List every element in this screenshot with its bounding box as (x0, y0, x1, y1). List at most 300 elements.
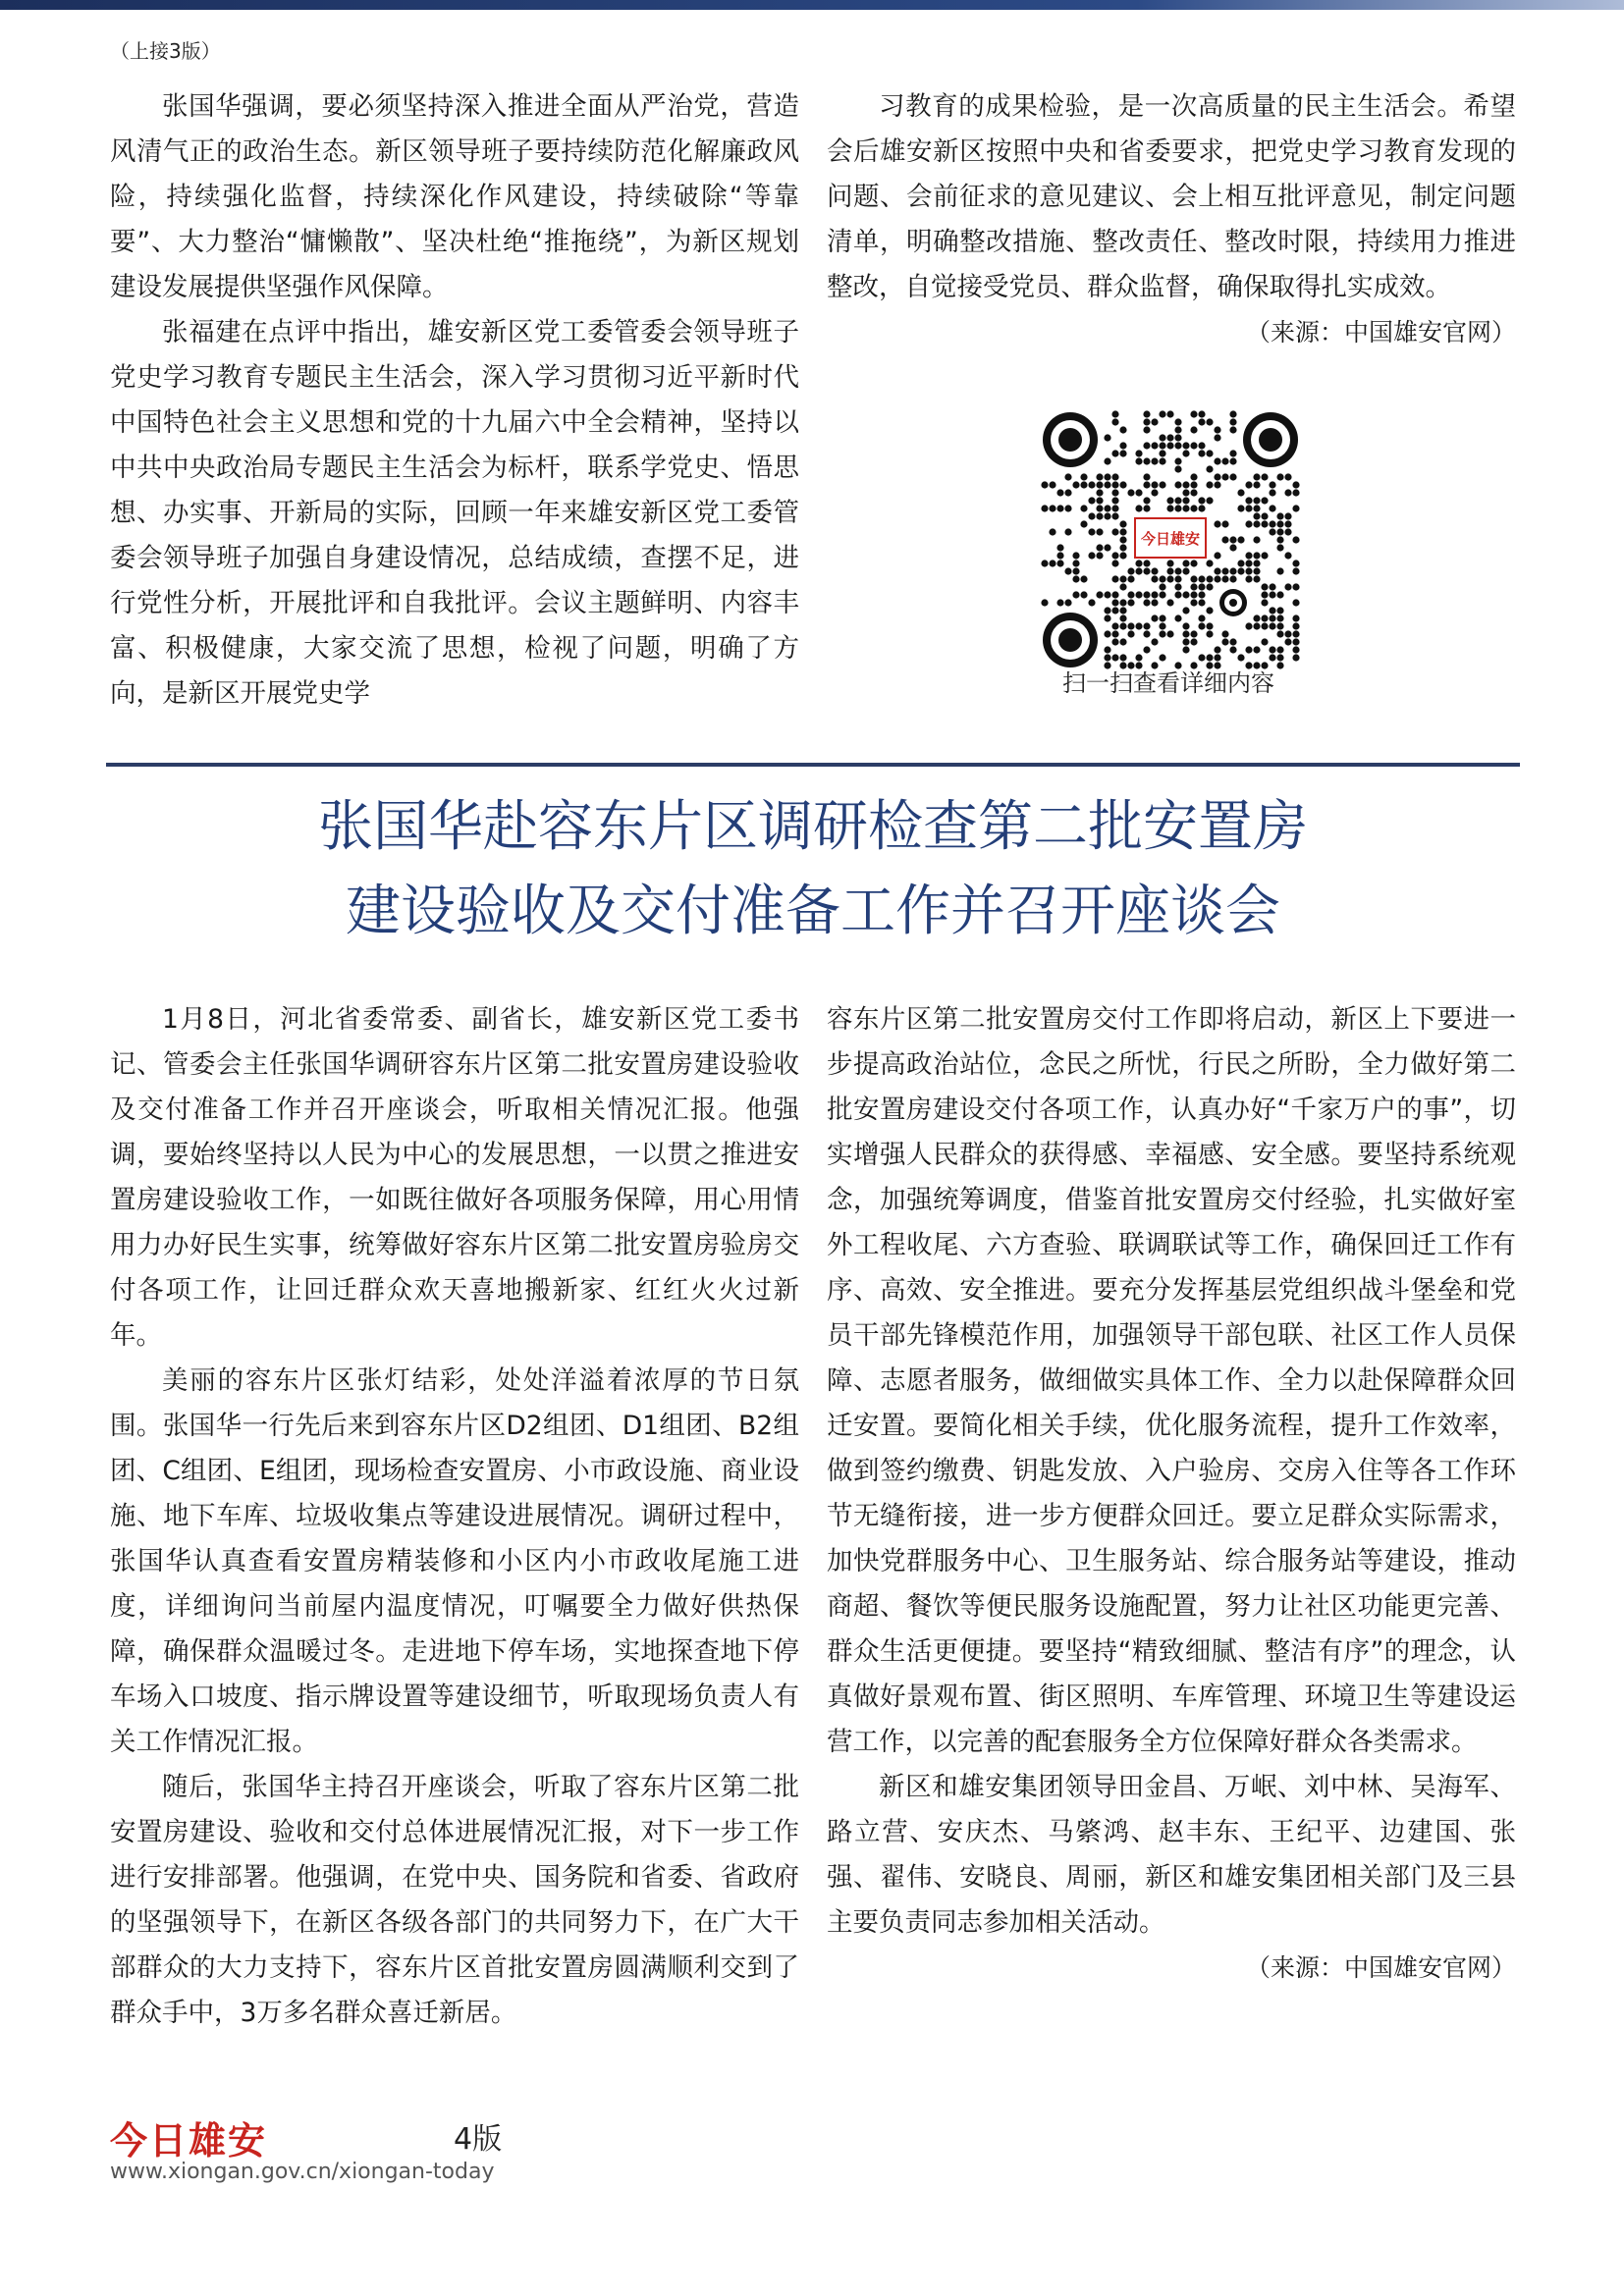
qr-dot (1261, 591, 1268, 598)
qr-dot (1190, 426, 1197, 433)
qr-dot (1284, 520, 1291, 527)
qr-dot (1135, 654, 1142, 661)
qr-dot (1229, 426, 1236, 433)
qr-dot (1111, 512, 1118, 519)
qr-dot (1174, 575, 1181, 582)
qr-dot (1190, 591, 1197, 598)
qr-dot (1182, 489, 1189, 496)
qr-dot (1166, 442, 1173, 449)
qr-dot (1269, 607, 1275, 614)
qr-dot (1253, 505, 1260, 511)
qr-dot (1182, 630, 1189, 637)
qr-dot (1174, 426, 1181, 433)
qr-dot (1166, 497, 1173, 504)
qr-dot (1064, 567, 1071, 574)
qr-dot (1166, 567, 1173, 574)
qr-dot (1056, 599, 1063, 606)
paragraph (827, 84, 1516, 347)
qr-dot (1269, 622, 1275, 629)
qr-dot (1198, 410, 1205, 417)
qr-dot (1096, 489, 1103, 496)
qr-dot (1245, 575, 1252, 582)
qr-dot (1119, 442, 1126, 449)
qr-dot (1135, 457, 1142, 464)
qr-dot (1088, 481, 1095, 488)
qr-dot (1276, 591, 1283, 598)
qr-dot (1245, 646, 1252, 653)
qr-dot (1104, 630, 1110, 637)
qr-dot (1292, 583, 1299, 590)
qr-dot (1214, 646, 1220, 653)
qr-dot (1088, 497, 1095, 504)
qr-dot (1237, 489, 1244, 496)
paragraph: 张福建在点评中指出，雄安新区党工委管委会领导班子党史学习教育专题民主生活会，深入学习贯彻习近平新时代中国特色社会主义思想和党的十九届六中全会精神，坚持以中共中央政治局专题民主生活会为标杆，联系学党史、悟思想、办实事、开新局的实际，回顾一年来雄安新区党工委管委会领导班子加强自身建设情况，总结成绩，查摆不足，进行党性分析，开展批评和自我批评。会议主题鲜明、内容丰富、积极健康，大家交流了思想，检视了问题，明确了方向，是新区开展党史学 (110, 317, 799, 709)
qr-dot (1190, 489, 1197, 496)
qr-caption: 扫一扫查看详细内容 (1062, 669, 1274, 697)
qr-finder-bottom-left (1043, 613, 1098, 667)
qr-dot (1221, 473, 1228, 480)
qr-dot (1276, 528, 1283, 535)
qr-code-graphic (1041, 410, 1300, 669)
qr-dot (1119, 614, 1126, 621)
qr-dot (1111, 528, 1118, 535)
qr-dot (1214, 473, 1220, 480)
qr-dot (1127, 622, 1134, 629)
qr-dot (1269, 481, 1275, 488)
qr-dot (1143, 426, 1150, 433)
qr-dot (1276, 654, 1283, 661)
qr-dot (1088, 599, 1095, 606)
qr-dot (1221, 575, 1228, 582)
qr-dot (1284, 630, 1291, 637)
top-color-bar (0, 0, 1624, 10)
qr-dot (1151, 599, 1158, 606)
qr-dot (1041, 560, 1048, 566)
qr-dot (1143, 560, 1150, 566)
top-left-column (110, 84, 799, 717)
qr-dot (1221, 567, 1228, 574)
qr-dot (1119, 544, 1126, 551)
qr-dot (1182, 646, 1189, 653)
qr-dot (1127, 599, 1134, 606)
qr-dot (1096, 505, 1103, 511)
qr-dot (1159, 654, 1165, 661)
qr-dot (1253, 567, 1260, 574)
qr-dot (1049, 560, 1056, 566)
qr-dot (1111, 481, 1118, 488)
qr-dot (1206, 575, 1213, 582)
qr-dot (1206, 560, 1213, 566)
qr-dot (1206, 654, 1213, 661)
qr-dot (1253, 646, 1260, 653)
qr-dot (1166, 630, 1173, 637)
qr-dot (1245, 520, 1252, 527)
qr-dot (1096, 552, 1103, 559)
qr-dot (1166, 560, 1173, 566)
qr-dot (1245, 505, 1252, 511)
qr-dot (1080, 473, 1087, 480)
qr-dot (1214, 654, 1220, 661)
article-right-column (827, 997, 1516, 1991)
paragraph: 1月8日，河北省委常委、副省长，雄安新区党工委书记、管委会主任张国华调研容东片区第二批安置房建设验收及交付准备工作并召开座谈会，听取相关情况汇报。他强调，要始终坚持以人民为中心的发展思想，一以贯之推进安置房建设验收工作，一如既往做好各项服务保障，用心用情用力办好民生实事，统筹做好容东片区第二批安置房验房交付各项工作，让回迁群众欢天喜地搬新家、红红火火过新年。 (110, 1004, 799, 1351)
qr-dot (1159, 481, 1165, 488)
qr-dot (1190, 410, 1197, 417)
qr-dot (1080, 505, 1087, 511)
qr-dot (1119, 575, 1126, 582)
qr-dot (1253, 622, 1260, 629)
qr-dot (1056, 505, 1063, 511)
qr-dot (1190, 473, 1197, 480)
qr-dot (1174, 505, 1181, 511)
qr-dot (1245, 560, 1252, 566)
qr-dot (1166, 410, 1173, 417)
qr-dot (1143, 646, 1150, 653)
qr-dot (1190, 481, 1197, 488)
qr-dot (1064, 528, 1071, 535)
qr-dot (1111, 638, 1118, 645)
qr-dot (1276, 520, 1283, 527)
qr-dot (1245, 552, 1252, 559)
qr-dot (1104, 457, 1110, 464)
qr-dot (1198, 583, 1205, 590)
qr-dot (1096, 591, 1103, 598)
publication-url[interactable]: www.xiongan.gov.cn/xiongan-today (110, 2160, 495, 2184)
qr-dot (1111, 489, 1118, 496)
qr-dot (1276, 622, 1283, 629)
qr-dot (1104, 654, 1110, 661)
headline-line-1: 张国华赴容东片区调研检查第二批安置房 (318, 795, 1308, 859)
qr-dot (1072, 481, 1079, 488)
qr-dot (1104, 481, 1110, 488)
qr-dot (1206, 583, 1213, 590)
qr-dot (1190, 560, 1197, 566)
paragraph: 张国华强调，要必须坚持深入推进全面从严治党，营造风清气正的政治生态。新区领导班子要持续防范化解廉政风险，持续强化监督，持续深化作风建设，持续破除“等靠要”、大力整治“慵懒散”、坚决杜绝“推拖绕”，为新区规划建设发展提供坚强作风保障。 (110, 91, 799, 302)
qr-dot (1104, 591, 1110, 598)
qr-dot (1049, 481, 1056, 488)
qr-dot (1119, 520, 1126, 527)
qr-dot (1119, 426, 1126, 433)
qr-dot (1206, 622, 1213, 629)
qr-dot (1064, 489, 1071, 496)
qr-dot (1143, 497, 1150, 504)
qr-dot (1190, 638, 1197, 645)
qr-dot (1119, 536, 1126, 543)
qr-dot (1174, 591, 1181, 598)
qr-dot (1143, 630, 1150, 637)
qr-dot (1111, 410, 1118, 417)
qr-dot (1174, 614, 1181, 621)
qr-dot (1111, 575, 1118, 582)
qr-dot (1174, 481, 1181, 488)
qr-dot (1292, 560, 1299, 566)
qr-dot (1119, 654, 1126, 661)
qr-dot (1104, 607, 1110, 614)
qr-dot (1284, 552, 1291, 559)
qr-dot (1269, 520, 1275, 527)
qr-dot (1253, 575, 1260, 582)
qr-dot (1253, 497, 1260, 504)
qr-dot (1151, 481, 1158, 488)
qr-dot (1229, 418, 1236, 425)
qr-dot (1151, 567, 1158, 574)
qr-dot (1182, 591, 1189, 598)
source-note: （来源：中国雄安官网） (1245, 1953, 1516, 1982)
qr-dot (1229, 544, 1236, 551)
qr-dot (1206, 465, 1213, 472)
qr-dot (1229, 450, 1236, 456)
qr-dot (1096, 512, 1103, 519)
qr-dot (1159, 450, 1165, 456)
qr-dot (1143, 457, 1150, 464)
qr-dot (1269, 614, 1275, 621)
qr-dot (1214, 520, 1220, 527)
qr-dot (1119, 583, 1126, 590)
qr-alignment (1219, 589, 1247, 616)
qr-dot (1111, 607, 1118, 614)
qr-dot (1080, 575, 1087, 582)
qr-dot (1111, 505, 1118, 511)
qr-dot (1127, 591, 1134, 598)
article-headline (106, 785, 1520, 954)
qr-dot (1135, 505, 1142, 511)
qr-dot (1159, 457, 1165, 464)
qr-dot (1088, 552, 1095, 559)
qr-dot (1127, 630, 1134, 637)
top-right-column (827, 84, 1516, 355)
qr-dot (1159, 442, 1165, 449)
qr-dot (1245, 567, 1252, 574)
qr-dot (1111, 622, 1118, 629)
qr-dot (1229, 457, 1236, 464)
qr-dot (1229, 410, 1236, 417)
qr-dot (1072, 552, 1079, 559)
qr-dot (1253, 560, 1260, 566)
qr-dot (1143, 410, 1150, 417)
qr-dot (1269, 583, 1275, 590)
qr-dot (1214, 481, 1220, 488)
qr-dot (1166, 599, 1173, 606)
qr-dot (1151, 457, 1158, 464)
qr-dot (1292, 489, 1299, 496)
qr-dot (1292, 614, 1299, 621)
headline-line-2: 建设验收及交付准备工作并召开座谈会 (346, 880, 1280, 943)
qr-dot (1214, 575, 1220, 582)
qr-dot (1159, 630, 1165, 637)
qr-dot (1096, 528, 1103, 535)
qr-dot (1245, 497, 1252, 504)
qr-dot (1261, 520, 1268, 527)
qr-dot (1104, 434, 1110, 441)
qr-dot (1143, 473, 1150, 480)
qr-dot (1198, 442, 1205, 449)
qr-dot (1292, 481, 1299, 488)
qr-dot (1214, 426, 1220, 433)
qr-dot (1214, 434, 1220, 441)
qr-dot (1182, 607, 1189, 614)
qr-dot (1229, 575, 1236, 582)
qr-dot (1174, 567, 1181, 574)
paragraph: 容东片区第二批安置房交付工作即将启动，新区上下要进一步提高政治站位，念民之所忧，行民之所盼，全力做好第二批安置房建设交付各项工作，认真办好“千家万户的事”，切实增强人民群众的获得感、幸福感、安全感。要坚持系统观念，加强统筹调度，借鉴首批安置房交付经验，扎实做好室外工程收尾、六方查验、联调联试等工作，确保回迁工作有序、高效、安全推进。要充分发挥基层党组织战斗堡垒和党员干部先锋模范作用，加强领导干部包联、社区工作人员保障、志愿者服务，做细做实具体工作、全力以赴保障群众回迁安置。要简化相关手续，优化服务流程，提升工作效率，做到签约缴费、钥匙发放、入户验房、交房入住等各工作环节无缝衔接，进一步方便群众回迁。要立足群众实际需求，加快党群服务中心、卫生服务站、综合服务站等建设，推动商超、餐饮等便民服务设施配置，努力让社区功能更完善、群众生活更便捷。要坚持“精致细腻、整洁有序”的理念，认真做好景观布置、街区照明、车库管理、环境卫生等建设运营工作，以完善的配套服务全方位保障好群众各类需求。 (827, 1004, 1516, 1757)
qr-dot (1269, 646, 1275, 653)
qr-dot (1159, 575, 1165, 582)
qr-dot (1261, 638, 1268, 645)
qr-dot (1159, 622, 1165, 629)
qr-dot (1206, 481, 1213, 488)
qr-dot (1221, 630, 1228, 637)
qr-dot (1104, 505, 1110, 511)
qr-dot (1143, 622, 1150, 629)
qr-dot (1072, 567, 1079, 574)
qr-dot (1143, 442, 1150, 449)
qr-dot (1056, 544, 1063, 551)
qr-dot (1072, 560, 1079, 566)
qr-dot (1080, 481, 1087, 488)
qr-dot (1151, 442, 1158, 449)
qr-dot (1088, 512, 1095, 519)
qr-dot (1190, 630, 1197, 637)
qr-dot (1237, 505, 1244, 511)
qr-dot (1182, 622, 1189, 629)
qr-dot (1143, 481, 1150, 488)
qr-dot (1253, 614, 1260, 621)
qr-dot (1151, 418, 1158, 425)
qr-dot (1111, 473, 1118, 480)
qr-dot (1064, 599, 1071, 606)
qr-dot (1166, 434, 1173, 441)
qr-dot (1143, 567, 1150, 574)
qr-dot (1276, 607, 1283, 614)
paragraph: 美丽的容东片区张灯结彩，处处洋溢着浓厚的节日氛围。张国华一行先后来到容东片区D2组团、D1组团、B2组团、C组团、E组团，现场检查安置房、小市政设施、商业设施、地下车库、垃圾收集点等建设进展情况。调研过程中，张国华认真查看安置房精装修和小区内小市政收尾施工进度，详细询问当前屋内温度情况，叮嘱要全力做好供热保障，确保群众温暖过冬。走进地下停车场，实地探查地下停车场入口坡度、指示牌设置等建设细节，听取现场负责人有关工作情况汇报。 (110, 1365, 799, 1757)
article-left-column (110, 997, 799, 2036)
qr-dot (1104, 544, 1110, 551)
qr-dot (1269, 505, 1275, 511)
qr-dot (1080, 520, 1087, 527)
qr-dot (1119, 552, 1126, 559)
qr-dot (1198, 622, 1205, 629)
qr-dot (1127, 489, 1134, 496)
qr-dot (1096, 481, 1103, 488)
qr-dot (1119, 638, 1126, 645)
qr-dot (1127, 567, 1134, 574)
source-note: （来源：中国雄安官网） (1245, 318, 1516, 347)
qr-dot (1261, 473, 1268, 480)
qr-dot (1111, 560, 1118, 566)
qr-dot (1276, 646, 1283, 653)
qr-dot (1119, 481, 1126, 488)
qr-dot (1111, 599, 1118, 606)
qr-dot (1261, 614, 1268, 621)
qr-dot (1253, 552, 1260, 559)
qr-dot (1237, 560, 1244, 566)
qr-dot (1284, 583, 1291, 590)
qr-dot (1190, 575, 1197, 582)
qr-dot (1135, 567, 1142, 574)
qr-dot (1190, 505, 1197, 511)
qr-dot (1253, 473, 1260, 480)
qr-dot (1174, 457, 1181, 464)
qr-dot (1190, 583, 1197, 590)
qr-dot (1182, 560, 1189, 566)
qr-dot (1159, 434, 1165, 441)
qr-dot (1276, 536, 1283, 543)
qr-dot (1056, 489, 1063, 496)
qr-dot (1245, 622, 1252, 629)
qr-dot (1049, 528, 1056, 535)
qr-dot (1111, 418, 1118, 425)
qr-dot (1182, 567, 1189, 574)
qr-dot (1237, 536, 1244, 543)
qr-dot (1206, 450, 1213, 456)
qr-dot (1229, 536, 1236, 543)
qr-dot (1190, 442, 1197, 449)
qr-dot (1104, 512, 1110, 519)
qr-dot (1064, 505, 1071, 511)
qr-dot (1198, 599, 1205, 606)
qr-dot (1284, 512, 1291, 519)
qr-dot (1182, 442, 1189, 449)
qr-dot (1229, 567, 1236, 574)
qr-dot (1261, 599, 1268, 606)
qr-dot (1284, 638, 1291, 645)
qr-dot (1190, 599, 1197, 606)
qr-dot (1151, 638, 1158, 645)
qr-dot (1198, 418, 1205, 425)
qr-dot (1237, 654, 1244, 661)
qr-dot (1269, 528, 1275, 535)
qr-dot (1253, 512, 1260, 519)
qr-dot (1237, 567, 1244, 574)
qr-dot (1143, 591, 1150, 598)
qr-dot (1151, 614, 1158, 621)
qr-logo-text: 今日雄安 (1140, 530, 1201, 548)
qr-dot (1119, 622, 1126, 629)
qr-dot (1253, 536, 1260, 543)
qr-dot (1198, 614, 1205, 621)
qr-dot (1159, 583, 1165, 590)
qr-dot (1198, 450, 1205, 456)
qr-dot (1151, 575, 1158, 582)
qr-dot (1056, 552, 1063, 559)
qr-finder-top-left (1043, 412, 1098, 467)
qr-dot (1206, 630, 1213, 637)
qr-dot (1276, 567, 1283, 574)
qr-dot (1111, 450, 1118, 456)
qr-dot (1174, 497, 1181, 504)
qr-dot (1104, 473, 1110, 480)
qr-dot (1041, 599, 1048, 606)
qr-dot (1135, 591, 1142, 598)
qr-dot (1174, 434, 1181, 441)
qr-dot (1221, 536, 1228, 543)
qr-dot (1182, 481, 1189, 488)
qr-dot (1135, 622, 1142, 629)
qr-finder-top-right (1243, 412, 1298, 467)
qr-dot (1104, 646, 1110, 653)
qr-dot (1221, 520, 1228, 527)
qr-dot (1229, 473, 1236, 480)
qr-dot (1080, 591, 1087, 598)
qr-dot (1096, 544, 1103, 551)
qr-dot (1135, 489, 1142, 496)
qr-dot (1135, 450, 1142, 456)
qr-dot (1214, 552, 1220, 559)
qr-dot (1182, 450, 1189, 456)
qr-dot (1261, 497, 1268, 504)
paragraph: 随后，张国华主持召开座谈会，听取了容东片区第二批安置房建设、验收和交付总体进展情况汇报，对下一步工作进行安排部署。他强调，在党中央、国务院和省委、省政府的坚强领导下，在新区各级各部门的共同努力下，在广大干部群众的大力支持下，容东片区首批安置房圆满顺利交到了群众手中，3万多名群众喜迁新居。 (110, 1772, 799, 2028)
qr-dot (1159, 410, 1165, 417)
qr-dot (1072, 591, 1079, 598)
qr-dot (1182, 497, 1189, 504)
